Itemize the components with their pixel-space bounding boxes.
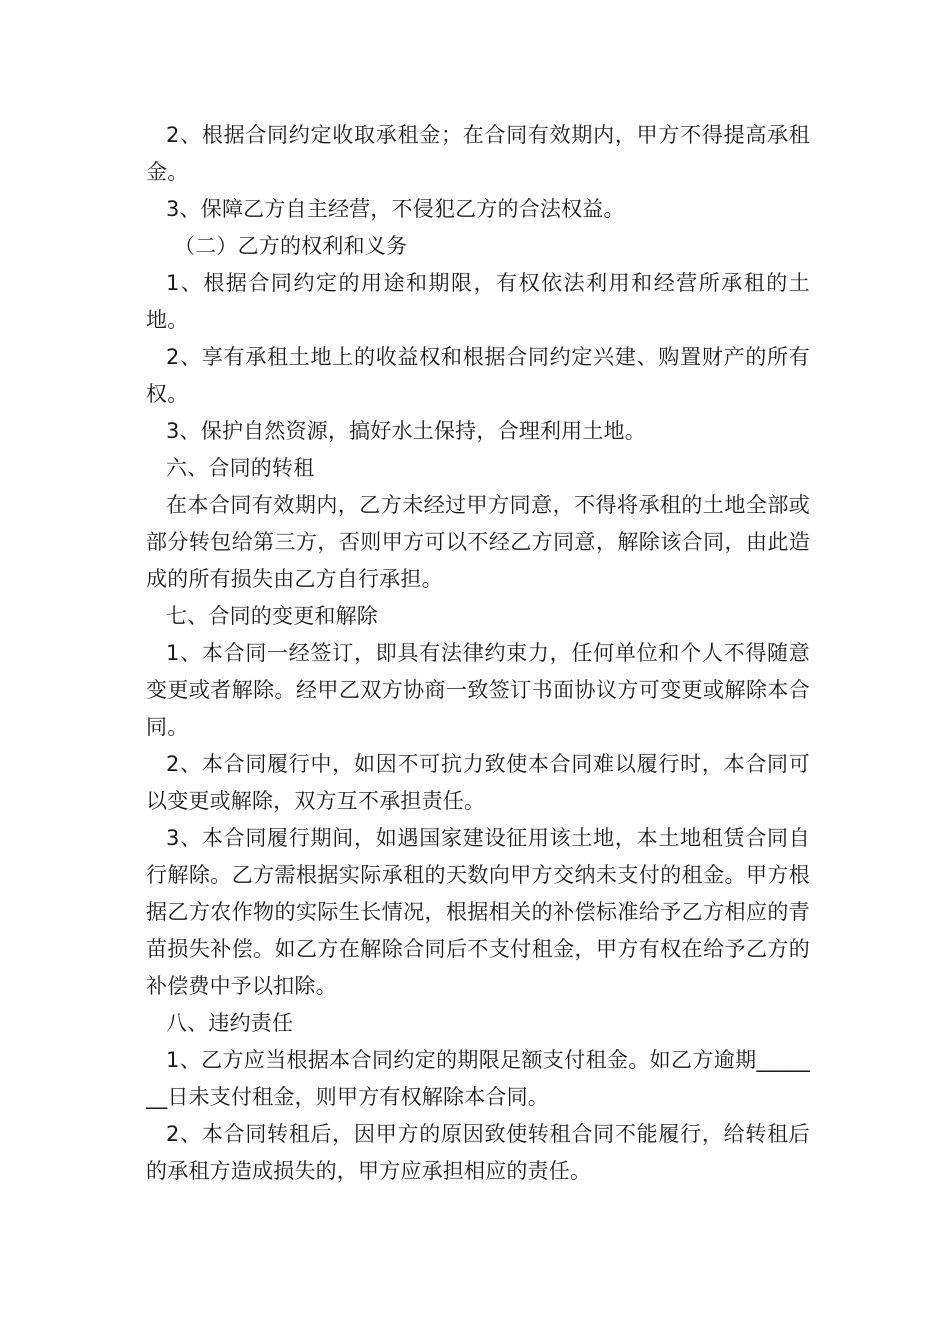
section-heading-sublease: 六、合同的转租 bbox=[166, 456, 315, 480]
paragraph-modification-1: 1、本合同一经签订，即具有法律约束力，任何单位和个人不得随意变更或者解除。经甲乙双方协商一致签订书面协议方可变更或解除本合同。 bbox=[146, 641, 810, 739]
paragraph-sublease: 在本合同有效期内，乙方未经过甲方同意，不得将承租的土地全部或部分转包给第三方，否则甲方可以不经乙方同意，解除该合同，由此造成的所有损失由乙方自行承担。 bbox=[146, 493, 810, 591]
paragraph-lessee-right-2: 2、享有承租土地上的收益权和根据合同约定兴建、购置财产的所有权。 bbox=[146, 345, 810, 406]
section-heading-liability: 八、违约责任 bbox=[166, 1011, 294, 1035]
paragraph-lessee-right-1: 1、根据合同约定的用途和期限，有权依法利用和经营所承租的土地。 bbox=[146, 271, 810, 332]
section-heading-lessee-rights: （二）乙方的权利和义务 bbox=[174, 234, 408, 258]
paragraph-lessor-duty-2: 2、根据合同约定收取承租金；在合同有效期内，甲方不得提高承租金。 bbox=[146, 123, 810, 184]
paragraph-lessor-duty-3: 3、保障乙方自主经营，不侵犯乙方的合法权益。 bbox=[166, 197, 625, 221]
paragraph-lessee-right-3: 3、保护自然资源，搞好水土保持，合理利用土地。 bbox=[166, 419, 646, 443]
paragraph-modification-3: 3、本合同履行期间，如遇国家建设征用该土地，本土地租赁合同自行解除。乙方需根据实际承租的天数向甲方交纳未支付的租金。甲方根据乙方农作物的实际生长情况，根据相关的补偿标准给予乙方相应的青苗损失补偿。如乙方在解除合同后不支付租金，甲方有权在给予乙方的补偿费中予以扣除。 bbox=[146, 826, 810, 998]
paragraph-liability-2: 2、本合同转租后，因甲方的原因致使转租合同不能履行，给转租后的承租方造成损失的，甲方应承担相应的责任。 bbox=[146, 1122, 810, 1183]
section-heading-modification: 七、合同的变更和解除 bbox=[166, 604, 378, 628]
paragraph-modification-2: 2、本合同履行中，如因不可抗力致使本合同难以履行时，本合同可以变更或解除，双方互不承担责任。 bbox=[146, 752, 810, 813]
document-body bbox=[146, 117, 810, 1190]
paragraph-liability-1: 1、乙方应当根据本合同约定的期限足额支付租金。如乙方逾期_______日未支付租金，则甲方有权解除本合同。 bbox=[146, 1048, 810, 1109]
